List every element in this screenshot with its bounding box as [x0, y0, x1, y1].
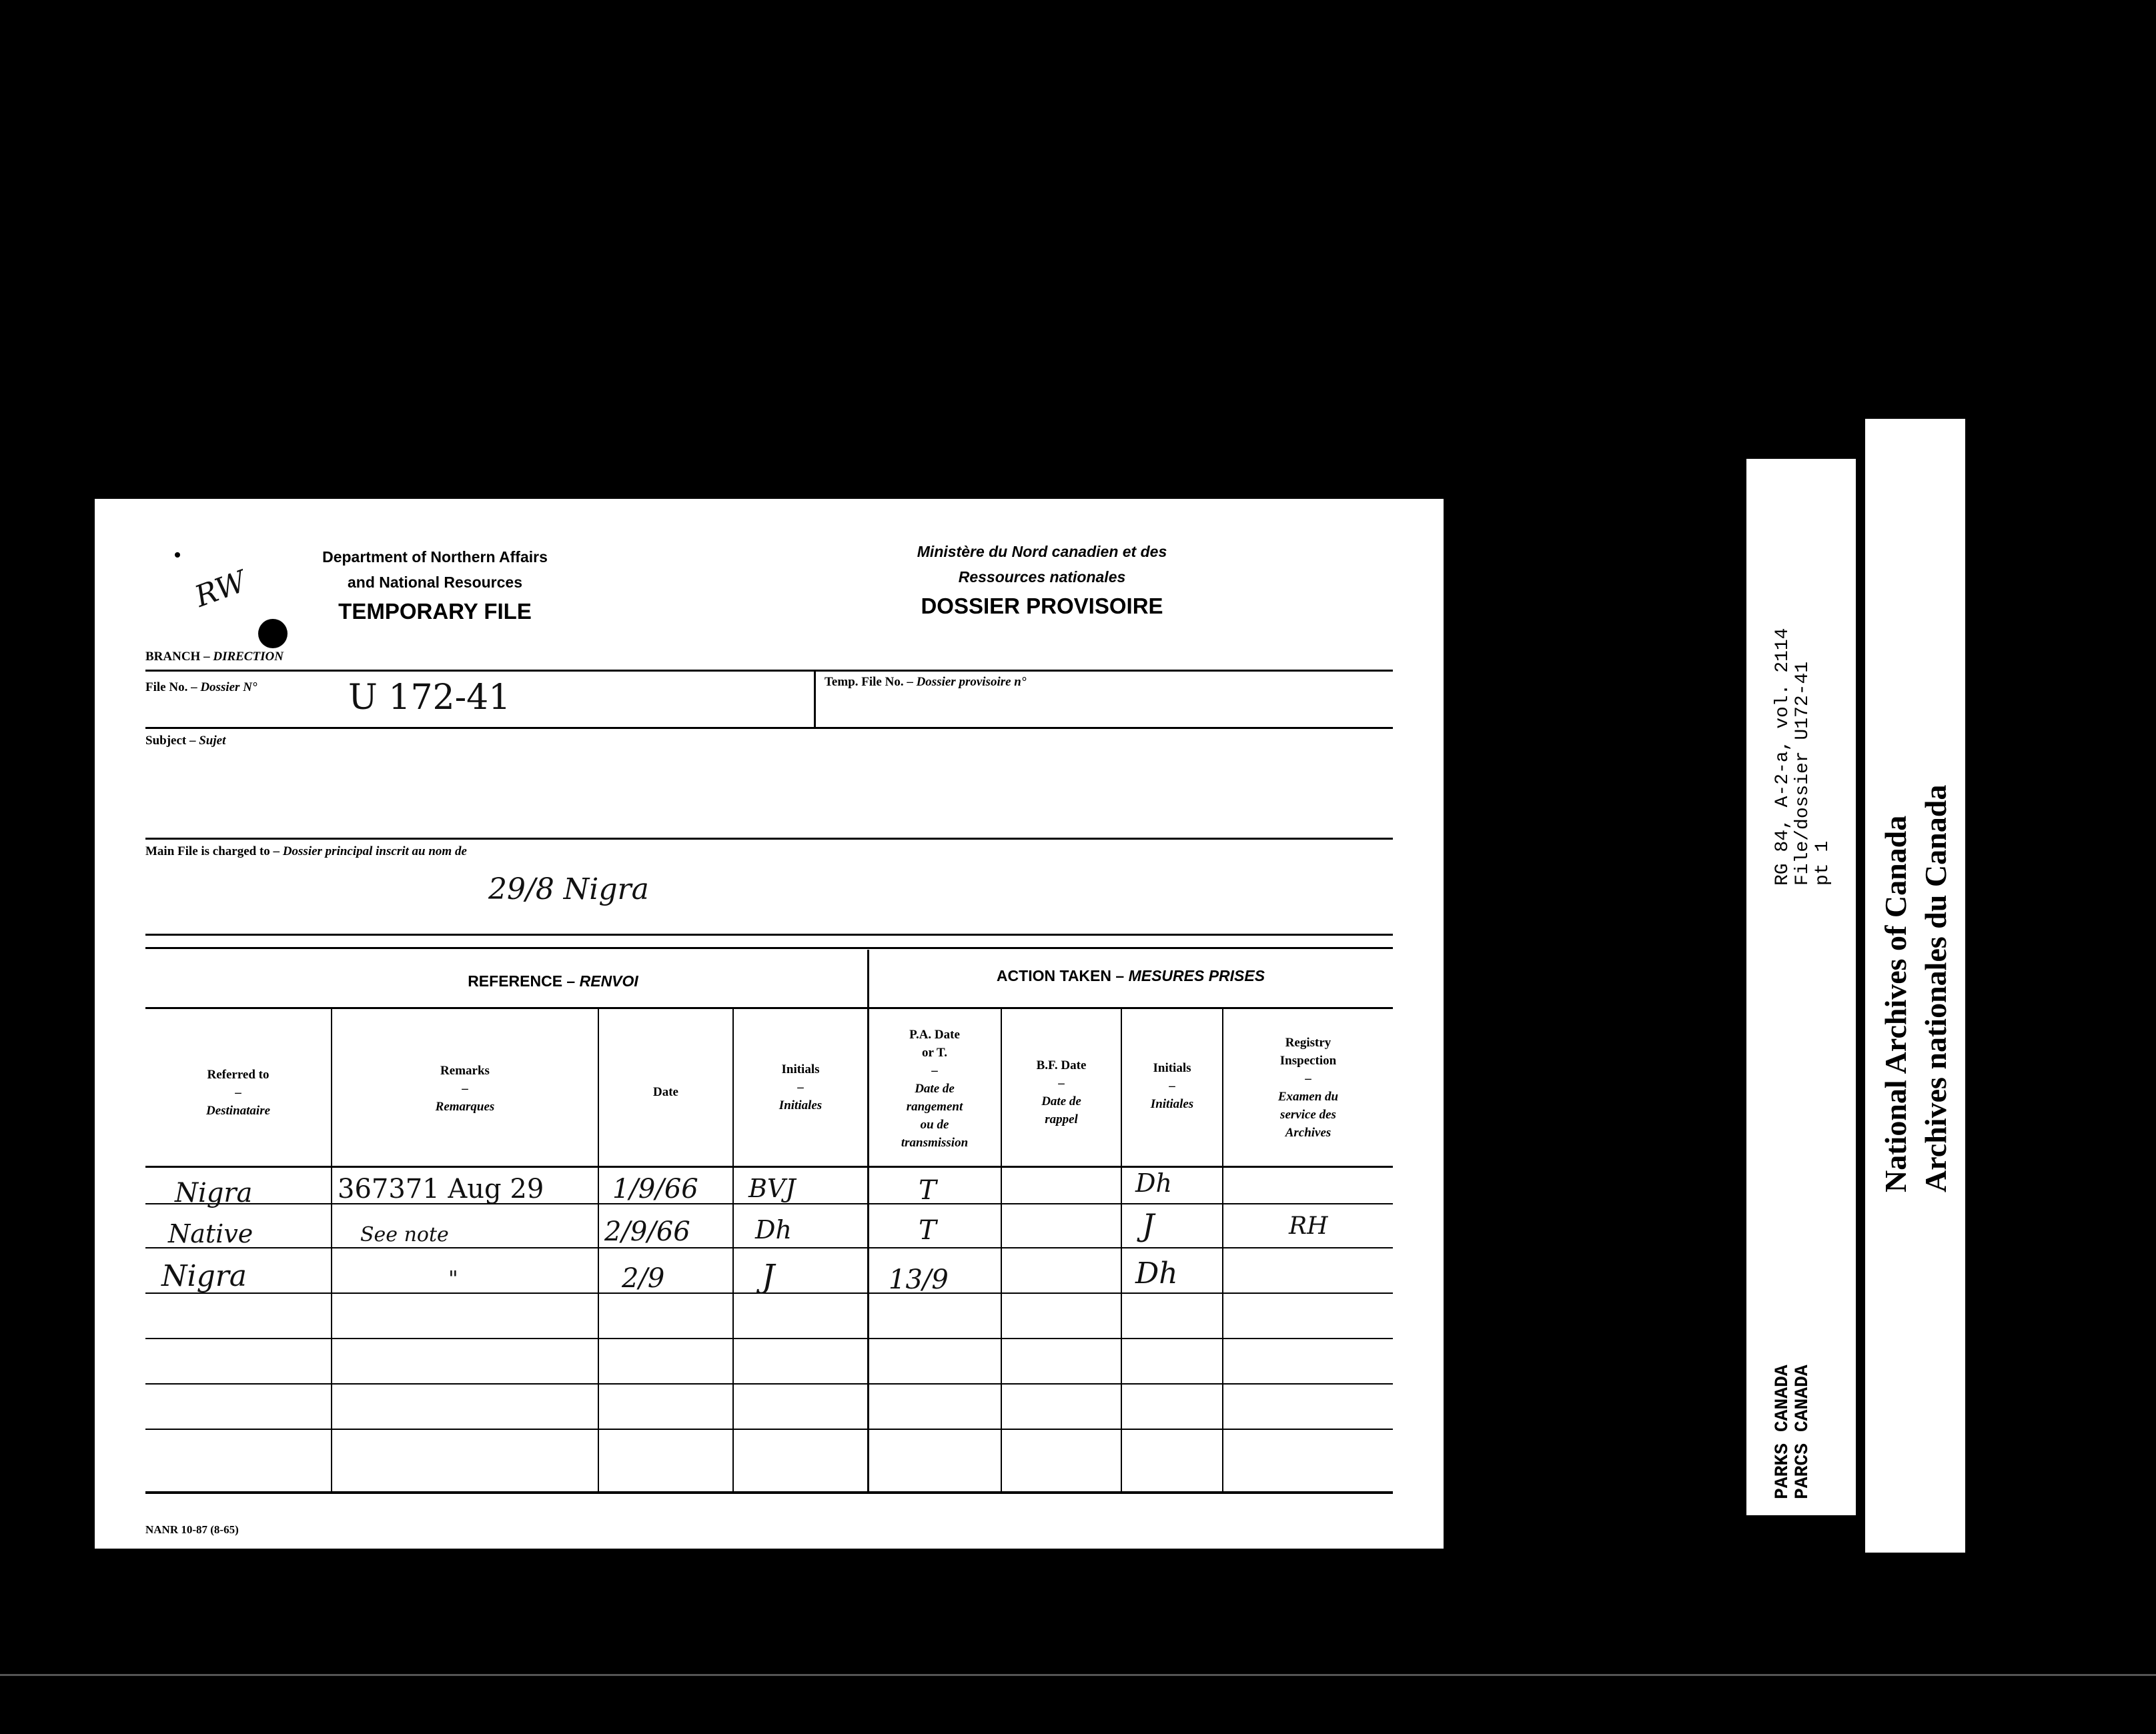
header-english: [302, 544, 568, 624]
form-number: NANR 10-87 (8-65): [145, 1523, 239, 1536]
col-bf-fr-2: rappel: [1045, 1112, 1078, 1126]
col-reg-fr-2: service des: [1280, 1108, 1336, 1122]
col-remarks-dash: –: [462, 1082, 468, 1096]
col-header-date: [599, 1083, 732, 1101]
file-no-label-fr: Dossier N°: [200, 680, 257, 694]
action-fr: MESURES PRISES: [1128, 967, 1265, 984]
table-row-3-pa: 13/9: [889, 1264, 949, 1295]
table-row-1-initials2: Dh: [1135, 1168, 1172, 1198]
subject-label-fr: Sujet: [199, 734, 226, 748]
title-fr: DOSSIER PROVISOIRE: [921, 594, 1163, 618]
reference-code-3: pt 1: [1812, 840, 1833, 886]
col-bf-fr-1: Date de: [1041, 1094, 1081, 1108]
branch-label-fr: DIRECTION: [213, 650, 284, 664]
table-row-3-remarks: ": [448, 1266, 458, 1291]
table-row-2-registry: RH: [1289, 1212, 1328, 1240]
table-rule-row2: [145, 1247, 1393, 1248]
punch-hole: [258, 619, 288, 648]
reference-fr: RENVOI: [579, 972, 638, 990]
table-row-2-referred: Native: [168, 1219, 253, 1248]
film-strip-line: [0, 1674, 2156, 1676]
subject-label: [145, 734, 225, 748]
col-initials-en: Initials: [781, 1062, 820, 1076]
col-initials2-fr: Initiales: [1150, 1097, 1194, 1111]
action-en: ACTION TAKEN –: [996, 967, 1125, 984]
file-card: [95, 499, 1444, 1549]
col-pa-dash: –: [931, 1064, 938, 1078]
rule-file-divider: [814, 671, 816, 727]
col-header-initials: [734, 1060, 867, 1114]
col-reg-fr-1: Examen du: [1277, 1090, 1339, 1104]
parks-en: PARKS CANADA: [1772, 1365, 1793, 1499]
dept-fr-line1: Ministère du Nord canadien et des: [917, 543, 1167, 560]
col-initials-dash: –: [797, 1080, 804, 1094]
subject-label-en: Subject –: [145, 734, 196, 748]
table-rule-row5: [145, 1383, 1393, 1385]
table-row-1-pa: T: [919, 1175, 937, 1206]
table-row-2-date: 2/9/66: [604, 1216, 690, 1247]
col-pa-en-2: or T.: [921, 1046, 947, 1060]
table-row-2-remarks: See note: [360, 1223, 449, 1246]
rule-main-2: [145, 947, 1393, 949]
col-initials2-dash: –: [1169, 1079, 1175, 1093]
rule-subject: [145, 838, 1393, 840]
col-pa-fr-1: Date de: [915, 1082, 955, 1096]
col-header-bf-date: [1002, 1056, 1121, 1128]
national-archives-label: [1865, 419, 1965, 1553]
table-row-2-initials: Dh: [755, 1215, 792, 1244]
reference-code-block: [1773, 628, 1833, 886]
table-rule-row4: [145, 1338, 1393, 1339]
dot-mark: [175, 552, 180, 558]
table-rule-top: [145, 1007, 1393, 1009]
parks-block: [1773, 1365, 1813, 1499]
col-reg-en-1: Registry: [1285, 1036, 1331, 1050]
file-no-label: [145, 680, 257, 695]
branch-label-en: BRANCH –: [145, 650, 210, 664]
col-bf-dash: –: [1058, 1076, 1065, 1090]
col-pa-fr-4: transmission: [901, 1136, 969, 1150]
main-file-label: [145, 844, 467, 859]
col-remarks-fr: Remarques: [435, 1100, 495, 1114]
table-rule-row1: [145, 1203, 1393, 1204]
col-referred-dash: –: [235, 1086, 241, 1100]
temp-file-label: [825, 675, 1026, 690]
table-row-3-referred: Nigra: [161, 1259, 247, 1293]
corner-mark: RW: [190, 564, 251, 614]
col-pa-fr-2: rangement: [906, 1100, 963, 1114]
dept-fr-line2: Ressources nationales: [958, 568, 1126, 586]
table-row-1-initials: BVJ: [748, 1174, 796, 1203]
table-rule-header: [145, 1166, 1393, 1168]
col-bf-en: B.F. Date: [1036, 1058, 1087, 1072]
reference-header: [145, 972, 961, 990]
table-row-2-initials2: J: [1142, 1207, 1155, 1243]
table-row-1-remarks: 367371 Aug 29: [338, 1174, 544, 1204]
col-reg-dash: –: [1305, 1072, 1311, 1086]
col-initials-fr: Initiales: [778, 1098, 823, 1112]
table-row-2-pa: T: [919, 1215, 937, 1246]
table-row-3-initials2: Dh: [1135, 1256, 1178, 1290]
col-reg-en-2: Inspection: [1279, 1054, 1337, 1068]
file-no-label-en: File No. –: [145, 680, 197, 694]
col-referred-fr: Destinataire: [205, 1104, 271, 1118]
col-date: Date: [653, 1085, 678, 1099]
temp-file-label-en: Temp. File No. –: [825, 675, 913, 689]
col-header-initials2: [1122, 1059, 1222, 1113]
col-pa-fr-3: ou de: [920, 1118, 949, 1132]
dept-en-line1: Department of Northern Affairs: [322, 548, 548, 566]
archives-en: National Archives of Canada: [1878, 815, 1913, 1192]
main-file-value: 29/8 Nigra: [488, 872, 649, 906]
archive-reference-label: [1746, 459, 1856, 1515]
rule-branch: [145, 670, 1393, 672]
col-divider-2: [598, 1007, 599, 1493]
col-remarks-en: Remarks: [440, 1064, 490, 1078]
table-row-1-date: 1/9/66: [612, 1174, 698, 1204]
rule-main-1: [145, 934, 1393, 936]
main-file-label-en: Main File is charged to –: [145, 844, 280, 858]
main-file-label-fr: Dossier principal inscrit au nom de: [282, 844, 467, 858]
col-initials2-en: Initials: [1153, 1061, 1191, 1075]
action-header: [869, 967, 1393, 985]
col-header-referred: [145, 1066, 331, 1120]
col-pa-en-1: P.A. Date: [909, 1028, 960, 1042]
file-no-value: U 172-41: [348, 678, 511, 718]
dept-en-line2: and National Resources: [347, 574, 523, 591]
header-french: [895, 539, 1189, 619]
table-rule-bottom: [145, 1491, 1393, 1494]
table-row-1-referred: Nigra: [175, 1178, 253, 1208]
archives-block: [1876, 785, 1956, 1192]
title-en: TEMPORARY FILE: [338, 599, 532, 624]
table-row-3-initials: J: [762, 1258, 775, 1295]
reference-code-2: File/dossier U172-41: [1792, 661, 1813, 886]
table-row-3-date: 2/9: [622, 1263, 665, 1294]
rule-file: [145, 727, 1393, 729]
branch-label: [145, 650, 284, 664]
col-header-remarks: [332, 1062, 598, 1116]
parks-fr: PARCS CANADA: [1792, 1365, 1813, 1499]
reference-code-1: RG 84, A-2-a, vol. 2114: [1772, 628, 1793, 886]
col-header-registry: [1223, 1034, 1393, 1142]
archives-fr: Archives nationales du Canada: [1919, 784, 1953, 1192]
reference-en: REFERENCE –: [468, 972, 576, 990]
temp-file-label-fr: Dossier provisoire n°: [916, 675, 1027, 689]
col-reg-fr-3: Archives: [1285, 1126, 1331, 1140]
col-header-pa-date: [869, 1026, 1001, 1152]
col-referred-en: Referred to: [207, 1068, 270, 1082]
table-rule-row6: [145, 1429, 1393, 1430]
